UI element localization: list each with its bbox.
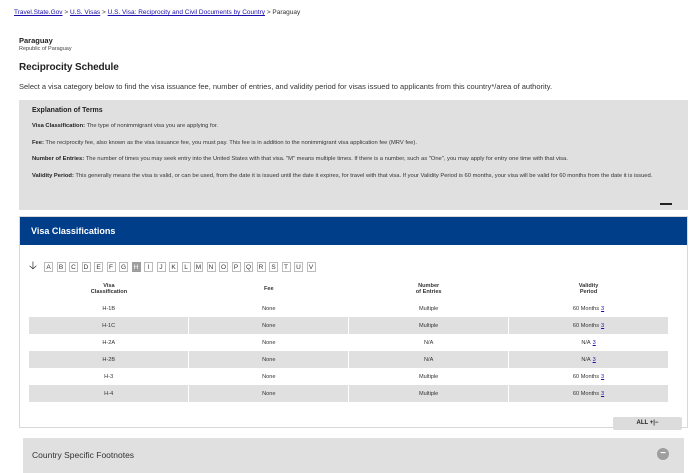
letter-filter-e[interactable]: E: [94, 262, 103, 272]
footnote-link[interactable]: 3: [601, 373, 605, 380]
cell-entries: Multiple: [349, 300, 509, 317]
cell-fee: None: [189, 317, 349, 334]
column-header-entries: Number of Entries: [415, 282, 442, 295]
cell-validity: [509, 317, 669, 334]
cell-validity: [509, 334, 669, 351]
validity-value: N/A: [581, 356, 591, 363]
cell-fee: None: [189, 300, 349, 317]
cell-fee: None: [189, 334, 349, 351]
letter-filter-r[interactable]: R: [257, 262, 266, 272]
table-row: [29, 351, 669, 368]
letter-filter-o[interactable]: O: [220, 263, 227, 271]
country-full-name: Republic of Paraguay: [19, 46, 72, 52]
validity-value: 60 Months: [572, 390, 600, 397]
cell-classification: H-1B: [29, 300, 189, 317]
cell-entries: N/A: [349, 351, 509, 368]
breadcrumb-link-visas[interactable]: U.S. Visas: [69, 9, 101, 16]
table-row: [29, 385, 669, 402]
cell-classification: H-2B: [29, 351, 189, 368]
terms-panel: [19, 100, 688, 210]
breadcrumb-link-travel[interactable]: Travel.State.Gov: [14, 9, 63, 16]
country-name: Paraguay: [19, 36, 53, 45]
cell-fee: None: [189, 368, 349, 385]
validity-value: 60 Months: [572, 373, 600, 380]
term-text: The type of nonimmigrant visa you are applying for.: [85, 123, 219, 129]
cell-entries: Multiple: [349, 317, 509, 334]
letter-filter-d[interactable]: D: [82, 262, 91, 272]
letter-filter-h[interactable]: H: [132, 262, 141, 272]
letter-filter-v[interactable]: V: [307, 262, 316, 272]
cell-fee: None: [189, 385, 349, 402]
cell-validity: [509, 368, 669, 385]
breadcrumb-separator: >: [102, 9, 106, 16]
table-row: [29, 334, 669, 351]
validity-value: 60 Months: [572, 322, 600, 329]
footnotes-panel[interactable]: [23, 438, 684, 473]
footnote-link[interactable]: 3: [592, 356, 596, 363]
letter-filter-q[interactable]: Q: [245, 263, 252, 271]
letter-filter-s[interactable]: S: [269, 262, 278, 272]
page-title: Reciprocity Schedule: [19, 62, 119, 73]
term-item: [32, 122, 675, 130]
down-arrow-icon: 🡣: [29, 260, 37, 272]
term-label: Number of Entries:: [32, 156, 85, 162]
breadcrumb-current: Paraguay: [272, 9, 301, 16]
cell-fee: None: [189, 351, 349, 368]
collapse-terms-icon[interactable]: [660, 203, 672, 205]
breadcrumb-link-reciprocity[interactable]: U.S. Visa: Reciprocity and Civil Documents by Country: [107, 9, 265, 16]
cell-classification: H-4: [29, 385, 189, 402]
letter-filter-c[interactable]: C: [69, 262, 78, 272]
letter-filter-l[interactable]: L: [182, 262, 191, 272]
letter-filter-f[interactable]: F: [107, 262, 116, 272]
term-label: Fee:: [32, 139, 44, 146]
cell-validity: [509, 351, 669, 368]
country-heading: [19, 36, 72, 52]
validity-value: 60 Months: [572, 305, 600, 312]
cell-entries: Multiple: [349, 368, 509, 385]
terms-heading: Explanation of Terms: [32, 107, 103, 114]
visa-panel-header[interactable]: Visa Classifications: [20, 217, 687, 245]
letter-filter-j[interactable]: J: [157, 262, 166, 272]
cell-classification: H-3: [29, 368, 189, 385]
term-item: [32, 172, 675, 180]
breadcrumb-separator: >: [266, 9, 271, 16]
table-header-row: [29, 278, 669, 300]
footnotes-label: Country Specific Footnotes: [32, 450, 135, 460]
letter-filter-g[interactable]: G: [120, 263, 127, 271]
letter-filter-k[interactable]: K: [169, 262, 178, 272]
footnote-link[interactable]: 3: [592, 339, 596, 346]
intro-text: Select a visa category below to find the visa issuance fee, number of entries, and validity period for visas issued to applicants from this country*/area of authority.: [19, 82, 553, 91]
column-header-validity: Validity Period: [578, 282, 599, 295]
visa-classifications-panel: [19, 216, 688, 428]
cell-validity: [509, 300, 669, 317]
letter-filter-m[interactable]: M: [195, 263, 202, 271]
letter-filter-p[interactable]: P: [232, 262, 241, 272]
expand-all-button[interactable]: ALL +|−: [613, 417, 682, 430]
letter-filter-n[interactable]: N: [207, 262, 216, 272]
letter-filter-b[interactable]: B: [57, 262, 66, 272]
term-text: The number of times you may seek entry into the United States with that visa. "M" means multiple times. If there is a number, such as "One", you may apply for entry one time with that visa.: [84, 156, 568, 162]
letter-filter-a[interactable]: A: [44, 262, 53, 272]
cell-classification: H-2A: [29, 334, 189, 351]
letter-filter-i[interactable]: I: [144, 262, 153, 272]
term-text: This generally means the visa is valid, or can be used, from the date it is issued until the date it expires, for travel with that visa. If your Validity Period is 60 months, your visa will be valid for 60 months from the date it is issued.: [73, 172, 653, 179]
visa-table: [29, 278, 669, 402]
cell-validity: [509, 385, 669, 402]
letter-filter: [29, 257, 319, 276]
cell-classification: H-1C: [29, 317, 189, 334]
validity-value: N/A: [581, 339, 591, 346]
breadcrumb-separator: >: [64, 9, 69, 16]
minus-icon[interactable]: −: [657, 448, 669, 460]
table-row: [29, 317, 669, 334]
letter-filter-t[interactable]: T: [282, 262, 291, 272]
cell-entries: Multiple: [349, 385, 509, 402]
table-row: [29, 300, 669, 317]
breadcrumb: [14, 9, 300, 16]
term-item: [32, 155, 675, 163]
term-text: The reciprocity fee, also known as the visa issuance fee, you must pay. This fee is in addition to the nonimmigrant visa application fee (MRV fee).: [43, 139, 417, 146]
footnote-link[interactable]: 3: [601, 322, 605, 329]
cell-entries: N/A: [349, 334, 509, 351]
letter-filter-u[interactable]: U: [294, 262, 303, 272]
column-header-classification: Visa Classification: [90, 282, 128, 295]
term-label: Validity Period:: [32, 172, 74, 179]
term-item: [32, 139, 675, 147]
table-row: [29, 368, 669, 385]
footnote-link[interactable]: 3: [601, 305, 605, 312]
column-header-fee: Fee: [263, 285, 274, 292]
term-label: Visa Classification:: [32, 123, 86, 129]
footnote-link[interactable]: 3: [601, 390, 605, 397]
